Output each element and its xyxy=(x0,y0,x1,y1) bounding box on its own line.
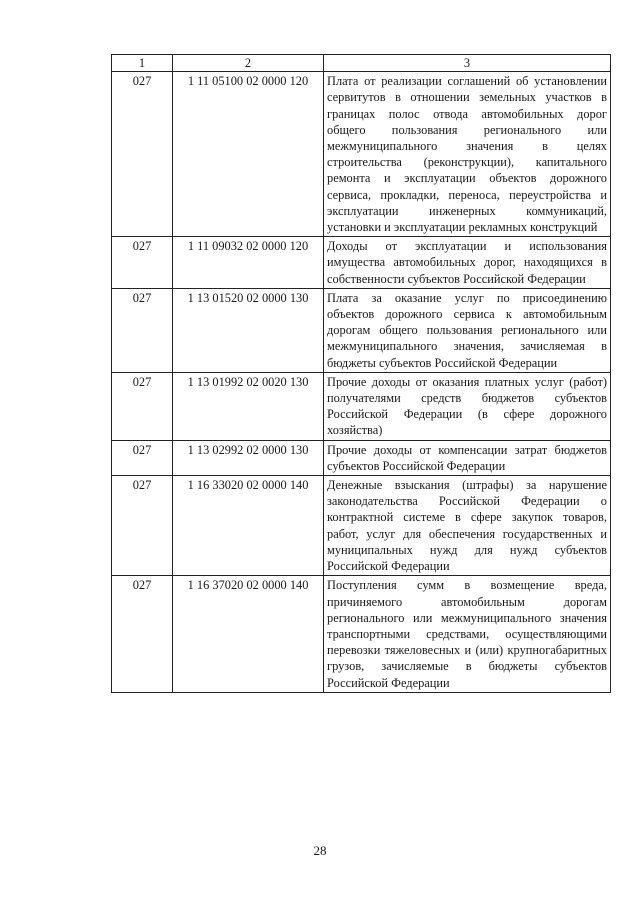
kbk-code-cell: 1 13 02992 02 0000 130 xyxy=(173,440,324,475)
description-cell: Поступления сумм в возмещение вреда, причиняемого автомобильным дорогам регионального или межмуниципального значения транспортными средствами, осуществляющими перевозки тяжеловесных и (или) крупногабаритных грузов, зачисляемые в бюджеты субъектов Российской Федерации xyxy=(324,576,611,692)
table-row xyxy=(112,237,611,289)
admin-code-cell: 027 xyxy=(112,237,173,289)
admin-code-cell: 027 xyxy=(112,72,173,237)
table-row xyxy=(112,372,611,440)
description-cell: Доходы от эксплуатации и использования имущества автомобильных дорог, находящихся в собственности субъектов Российской Федерации xyxy=(324,237,611,289)
table-header-row xyxy=(112,55,611,72)
header-col-2: 2 xyxy=(173,55,324,72)
kbk-code-cell: 1 16 33020 02 0000 140 xyxy=(173,476,324,576)
admin-code-cell: 027 xyxy=(112,372,173,440)
admin-code-cell: 027 xyxy=(112,476,173,576)
admin-code-cell: 027 xyxy=(112,288,173,372)
table-row xyxy=(112,440,611,475)
description-cell: Прочие доходы от компенсации затрат бюджетов субъектов Российской Федерации xyxy=(324,440,611,475)
table-row xyxy=(112,576,611,692)
kbk-code-cell: 1 13 01992 02 0020 130 xyxy=(173,372,324,440)
revenue-codes-table xyxy=(111,54,611,693)
description-cell: Денежные взыскания (штрафы) за нарушение законодательства Российской Федерации о контрактной системе в сфере закупок товаров, работ, услуг для обеспечения государственных и муниципальных нужд для нужд субъектов Российской Федерации xyxy=(324,476,611,576)
admin-code-cell: 027 xyxy=(112,576,173,692)
description-cell: Прочие доходы от оказания платных услуг (работ) получателями средств бюджетов субъектов Российской Федерации (в сфере дорожного хозяйства) xyxy=(324,372,611,440)
kbk-code-cell: 1 13 01520 02 0000 130 xyxy=(173,288,324,372)
kbk-code-cell: 1 16 37020 02 0000 140 xyxy=(173,576,324,692)
table-row xyxy=(112,476,611,576)
kbk-code-cell: 1 11 09032 02 0000 120 xyxy=(173,237,324,289)
page-number: 28 xyxy=(313,843,327,858)
table-body xyxy=(112,72,611,693)
header-col-1: 1 xyxy=(112,55,173,72)
table-header xyxy=(112,55,611,72)
kbk-code-cell: 1 11 05100 02 0000 120 xyxy=(173,72,324,237)
admin-code-cell: 027 xyxy=(112,440,173,475)
description-cell: Плата за оказание услуг по присоединению объектов дорожного сервиса к автомобильным дорогам общего пользования регионального или межмуниципального значения, зачисляемая в бюджеты субъектов Российской Федерации xyxy=(324,288,611,372)
table-row xyxy=(112,288,611,372)
table-row xyxy=(112,72,611,237)
description-cell: Плата от реализации соглашений об установлении сервитутов в отношении земельных участков в границах полос отвода автомобильных дорог общего пользования регионального или межмуниципального значения в целях строительства (реконструкции), капитального ремонта и эксплуатации объектов дорожного сервиса, прокладки, переноса, переустройства и эксплуатации инженерных коммуникаций, установки и эксплуатации рекламных конструкций xyxy=(324,72,611,237)
header-col-3: 3 xyxy=(324,55,611,72)
